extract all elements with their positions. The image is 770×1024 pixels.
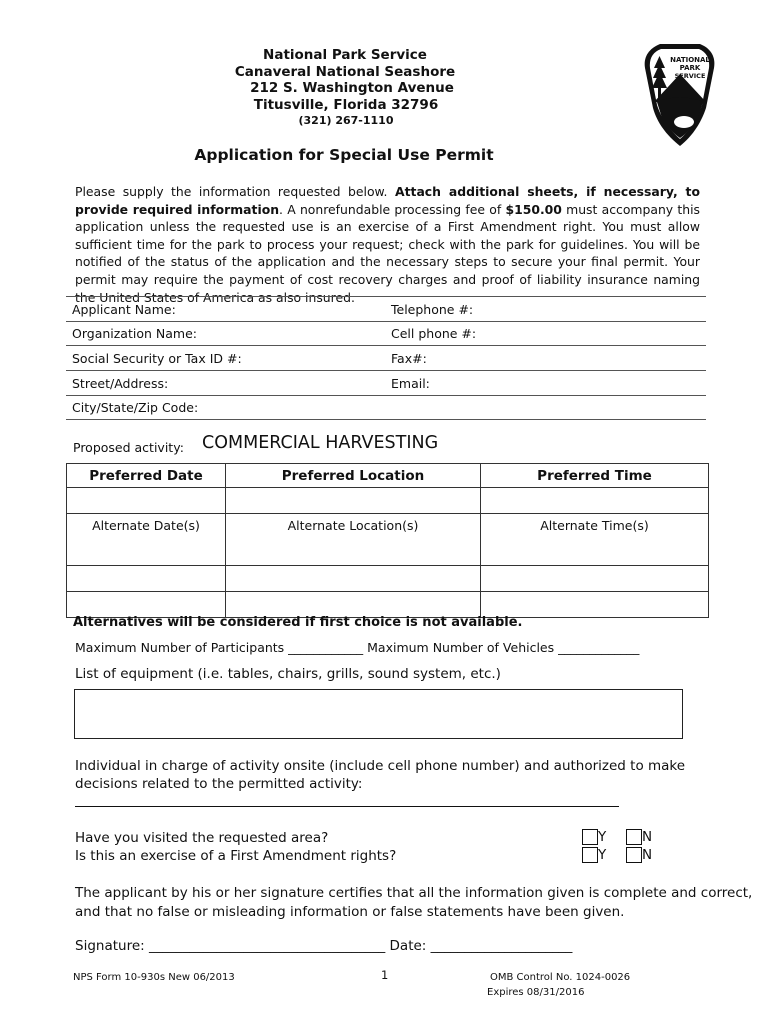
alternate-time-cell-3[interactable] — [481, 592, 709, 618]
proposed-activity-value[interactable]: COMMERCIAL HARVESTING — [202, 433, 439, 453]
proposed-activity-label: Proposed activity: — [73, 440, 184, 455]
preferred-time-header: Preferred Time — [481, 464, 709, 488]
individual-signature-line[interactable] — [75, 806, 619, 807]
intro-fee: $150.00 — [505, 201, 562, 217]
intro-paragraph — [75, 183, 700, 306]
alternatives-note: Alternatives will be considered if first choice is not available. — [73, 615, 523, 630]
cell-phone-label[interactable]: Cell phone #: — [391, 326, 477, 341]
email-label[interactable]: Email: — [391, 376, 430, 391]
certify-line-1: The applicant by his or her signature certifies that all the information given is complete and correct, — [75, 885, 753, 901]
preferred-location-header: Preferred Location — [226, 464, 481, 488]
intro-bold-1: Attach additional sheets, if necessary, to provide required information — [75, 184, 700, 217]
date-label: Date: — [389, 938, 427, 954]
preferred-location-cell[interactable] — [226, 488, 481, 514]
equipment-label: List of equipment (i.e. tables, chairs, grills, sound system, etc.) — [75, 666, 501, 682]
street-label[interactable]: Street/Address: — [72, 376, 169, 391]
telephone-label[interactable]: Telephone #: — [391, 302, 474, 317]
omb-control: OMB Control No. 1024-0026 — [490, 972, 631, 983]
amendment-yes-option[interactable] — [582, 847, 606, 863]
amendment-no-label: N — [642, 847, 653, 863]
alternate-time-cell-2[interactable] — [481, 566, 709, 592]
intro-part-3: must accompany this application unless the requested use is an exercise of a First Amendment right. You must allow sufficient time for the park to process your request; check with the park for guidelines. You will be notified of the status of the application and the necessary steps to secure your final permit. Your permit may require the payment of cost recovery charges and proof of liability insurance naming the United States of America as also insured. — [75, 201, 700, 305]
applicant-name-label[interactable]: Applicant Name: — [72, 302, 176, 317]
agency-header — [200, 47, 490, 130]
checkbox-icon[interactable] — [582, 847, 598, 863]
question-visited: Have you visited the requested area? — [75, 830, 329, 846]
alternate-location-cell-3[interactable] — [226, 592, 481, 618]
alternate-time-cell[interactable]: Alternate Time(s) — [481, 514, 709, 566]
row-applicant — [66, 296, 706, 322]
signature-label: Signature: — [75, 938, 145, 954]
date-field[interactable]: _____________________ — [430, 938, 573, 954]
checkbox-icon[interactable] — [582, 829, 598, 845]
page-number: 1 — [381, 968, 389, 982]
header-phone: (321) 267-1110 — [298, 114, 394, 127]
alternate-date-cell-3[interactable] — [67, 592, 226, 618]
individual-line-1: Individual in charge of activity onsite (include cell phone number) and authorized to make — [75, 758, 686, 774]
page-title: Application for Special Use Permit — [194, 146, 494, 164]
equipment-box[interactable] — [74, 689, 683, 739]
preferred-date-cell[interactable] — [67, 488, 226, 514]
individual-line-2: decisions related to the permitted activity: — [75, 776, 363, 792]
header-city: Titusville, Florida 32796 — [253, 96, 439, 113]
city-label[interactable]: City/State/Zip Code: — [72, 400, 199, 415]
fax-label[interactable]: Fax#: — [391, 351, 427, 366]
question-first-amendment: Is this an exercise of a First Amendment rights? — [75, 848, 397, 864]
logo-text-1: NATIONAL — [670, 56, 710, 64]
visited-yes-option[interactable] — [582, 829, 606, 845]
expiration-date: Expires 08/31/2016 — [487, 987, 585, 998]
amendment-yes-label: Y — [598, 847, 607, 863]
logo-text-3: SERVICE — [674, 72, 706, 80]
signature-field[interactable]: ___________________________________ — [148, 938, 386, 954]
individual-in-charge — [75, 757, 685, 793]
preferred-time-cell[interactable] — [481, 488, 709, 514]
alternate-location-cell[interactable]: Alternate Location(s) — [226, 514, 481, 566]
logo-text-2: PARK — [679, 64, 701, 72]
amendment-no-option[interactable] — [626, 847, 652, 863]
intro-part-1: Please supply the information requested below. — [75, 184, 396, 199]
ssn-label[interactable]: Social Security or Tax ID #: — [72, 351, 242, 366]
header-park: Canaveral National Seashore — [234, 63, 456, 80]
preferred-date-header: Preferred Date — [67, 464, 226, 488]
form-number: NPS Form 10-930s New 06/2013 — [73, 972, 235, 983]
checkbox-icon[interactable] — [626, 829, 642, 845]
schedule-table — [66, 463, 709, 618]
alternate-date-cell[interactable]: Alternate Date(s) — [67, 514, 226, 566]
row-street — [66, 371, 706, 396]
intro-part-2: . A nonrefundable processing fee of — [279, 201, 506, 217]
header-agency: National Park Service — [263, 47, 427, 63]
nps-arrowhead-icon — [640, 38, 720, 148]
row-organization — [66, 321, 706, 346]
visited-no-label: N — [642, 829, 653, 845]
row-ssn — [66, 346, 706, 371]
max-participants-vehicles[interactable]: Maximum Number of Participants ____________ Maximum Number of Vehicles _____________ — [75, 640, 640, 655]
visited-no-option[interactable] — [626, 829, 652, 845]
alternate-date-cell-2[interactable] — [67, 566, 226, 592]
header-street: 212 S. Washington Avenue — [250, 80, 454, 96]
alternate-location-cell-2[interactable] — [226, 566, 481, 592]
organization-label[interactable]: Organization Name: — [72, 326, 197, 341]
certify-line-2: and that no false or misleading information or false statements have been given. — [75, 904, 625, 920]
row-city — [66, 395, 706, 420]
visited-yes-label: Y — [598, 829, 607, 845]
signature-row — [75, 938, 572, 954]
checkbox-icon[interactable] — [626, 847, 642, 863]
certification — [75, 884, 752, 922]
